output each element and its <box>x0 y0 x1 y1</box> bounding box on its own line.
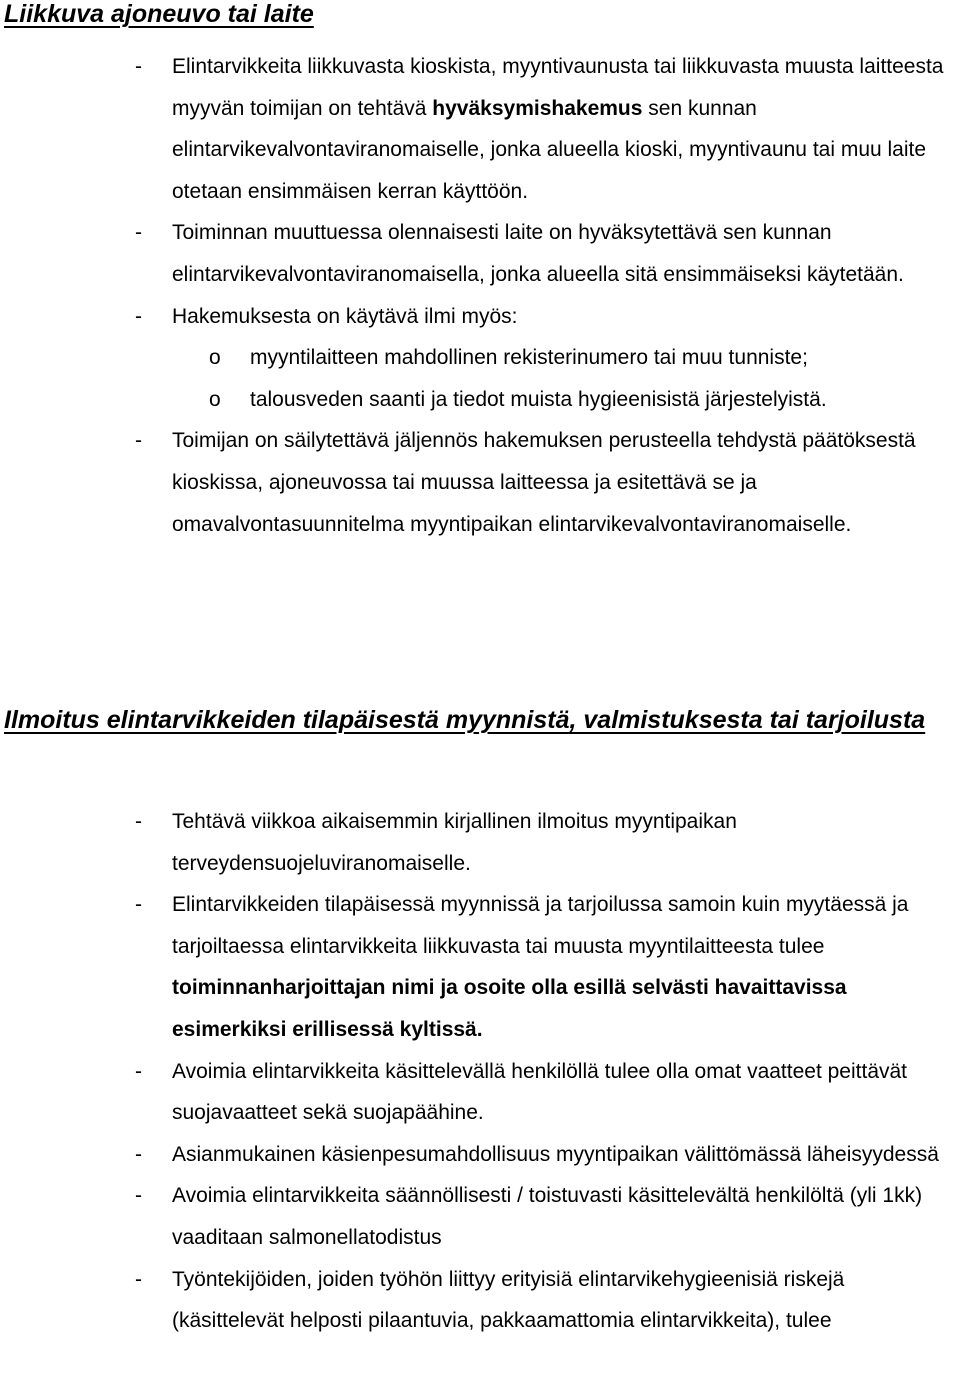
list-item <box>0 1051 960 1134</box>
list-item <box>0 296 960 421</box>
item-text: Toimijan on säilytettävä jäljennös hakemuksen perusteella tehdystä päätöksestä kioskissa, ajoneuvossa tai muussa laitteessa ja esitettävä se ja omavalvontasuunnitelma myyntipaikan elintarvikevalvontaviranomaiselle. <box>172 429 916 536</box>
mobile-vehicle-list <box>0 46 960 545</box>
list-dash: - <box>135 429 142 453</box>
item-text: Avoimia elintarvikkeita käsittelevällä henkilöllä tulee olla omat vaatteet peittävät suojavaatteet sekä suojapäähine. <box>172 1059 908 1125</box>
item-text-continued: sen kunnan elintarvikevalvontaviranomaiselle, jonka alueella kioski, myyntivaunu tai muu laite otetaan ensimmäisen kerran käyttöön. <box>172 96 927 203</box>
item-text: Hakemuksesta on käytävä ilmi myös: <box>172 304 518 328</box>
list-dash: - <box>135 1142 142 1166</box>
list-item <box>0 1259 960 1342</box>
list-dash: - <box>135 1267 142 1291</box>
item-text: Elintarvikkeiden tilapäisessä myynnissä ja tarjoilussa samoin kuin myytäessä ja tarjoiltaessa elintarvikkeita liikkuvasta tai muusta myyntilaitteesta tulee <box>172 893 909 958</box>
section-heading-temporary-sales-notice: Ilmoitus elintarvikkeiden tilapäisestä myynnistä, valmistuksesta tai tarjoilusta <box>4 706 926 734</box>
list-dash: - <box>135 1184 142 1208</box>
item-text: Tehtävä viikkoa aikaisemmin kirjallinen ilmoitus myyntipaikan terveydensuojeluviranomaiselle. <box>172 810 737 875</box>
item-bold-text: toiminnanharjoittajan nimi ja osoite olla esillä selvästi havaittavissa esimerkiksi erillisessä kyltissä. <box>172 976 847 1041</box>
list-dash: - <box>135 304 142 328</box>
list-item <box>0 801 960 884</box>
list-item <box>0 420 960 545</box>
list-item <box>0 212 960 295</box>
sub-list-item <box>0 379 960 421</box>
item-text: Avoimia elintarvikkeita säännöllisesti / toistuvasti käsittelevältä henkilöltä (yli 1kk) vaaditaan salmonellatodistus <box>172 1184 923 1249</box>
list-dash: - <box>135 810 142 833</box>
sub-list <box>172 337 960 420</box>
list-item <box>0 884 960 1050</box>
list-dash: - <box>135 221 142 245</box>
item-text: Työntekijöiden, joiden työhön liittyy erityisiä elintarvikehygieenisiä riskejä (käsittelevät helposti pilaantuvia, pakkaamattomia elintarvikkeita), tulee <box>172 1267 845 1333</box>
list-dash: - <box>135 893 142 917</box>
item-text: Elintarvikkeita liikkuvasta kioskista, myyntivaunusta tai liikkuvasta muusta laitteesta myyvän toimijan on tehtävä <box>172 55 944 120</box>
circle-bullet-icon: o <box>209 387 221 411</box>
item-text: Toiminnan muuttuessa olennaisesti laite on hyväksytettävä sen kunnan elintarvikevalvontaviranomaisella, jonka alueella sitä ensimmäiseksi käytetään. <box>172 221 904 286</box>
sub-item-text: myyntilaitteen mahdollinen rekisterinumero tai muu tunniste; <box>250 346 808 370</box>
list-dash: - <box>135 55 142 78</box>
list-item <box>0 1134 960 1176</box>
circle-bullet-icon: o <box>209 346 221 370</box>
item-text: Asianmukainen käsienpesumahdollisuus myyntipaikan välittömässä läheisyydessä <box>172 1142 939 1166</box>
list-dash: - <box>135 1059 142 1083</box>
list-item <box>0 46 960 212</box>
section-heading-mobile-vehicle: Liikkuva ajoneuvo tai laite <box>4 0 314 28</box>
item-bold-text: hyväksymishakemus <box>432 96 643 120</box>
temporary-sales-list <box>0 801 960 1342</box>
list-item <box>0 1175 960 1258</box>
sub-item-text: talousveden saanti ja tiedot muista hygieenisistä järjestelyistä. <box>250 387 827 411</box>
sub-list-item <box>0 337 960 379</box>
